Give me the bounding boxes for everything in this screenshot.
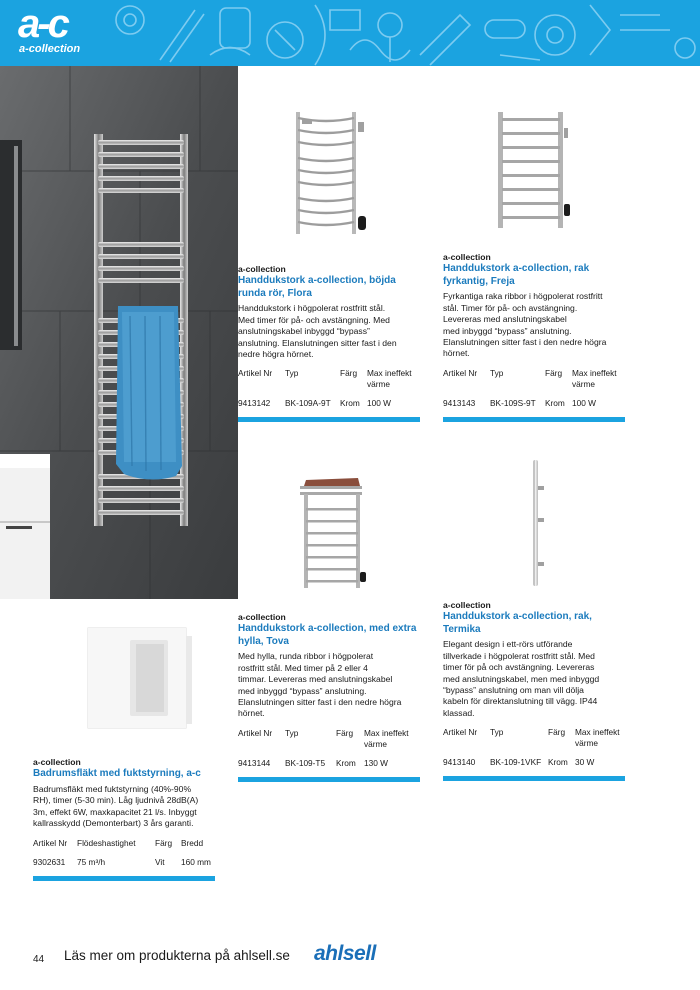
product-brand: a-collection [238, 612, 286, 622]
tools-doodle-pattern [100, 0, 700, 66]
spec-table [443, 368, 625, 409]
spec-table [238, 728, 420, 769]
product-brand: a-collection [33, 757, 81, 767]
footer-text: Läs mer om produkterna på ahlsell.se [64, 948, 290, 963]
tova-towel-rail-image [292, 474, 372, 592]
product-description: Handdukstork i högpolerat rostfritt stål. Med timer för på- och avstängning. Med anslutningskabel inbyggd “bypass” anslutning. Elanslutningen sitter fast i den nedre högra hörnet. [238, 303, 397, 360]
product-tova [238, 612, 420, 782]
product-divider-bar [238, 417, 420, 422]
product-title: Badrumsfläkt med fuktstyrning, a-c [33, 768, 201, 780]
product-divider-bar [238, 777, 420, 782]
spec-value: 160 mm [181, 856, 211, 867]
spec-header: Artikel Nr [238, 727, 273, 738]
spec-value: 75 m³/h [77, 856, 106, 867]
spec-value: BK-109S-9T [490, 397, 536, 408]
spec-value: 100 W [367, 398, 391, 409]
spec-table [443, 727, 625, 768]
page-number: 44 [33, 954, 45, 965]
header-banner [0, 0, 700, 66]
spec-header: Max ineffekt värme [575, 727, 620, 749]
spec-header: Typ [285, 727, 299, 738]
spec-header: Färg [336, 727, 354, 738]
product-brand: a-collection [443, 600, 491, 610]
spec-value: Vit [155, 856, 165, 867]
spec-value: BK-109A-9T [285, 398, 331, 409]
spec-value: 30 W [575, 757, 595, 768]
spec-value: 9413140 [443, 757, 476, 768]
product-description: Fyrkantiga raka ribbor i högpolerat rostfritt stål. Timer för på- och avstängning. Levereras med anslutningskabel med inbyggd “bypass” anslutning. Elanslutningen sitter fast i den nedre högra hörnet. [443, 291, 607, 359]
spec-header: Färg [340, 368, 358, 379]
product-title: Handdukstork a-collection, böjda runda rör, Flora [238, 275, 396, 299]
product-title: Handdukstork a-collection, rak, Termika [443, 611, 592, 635]
product-divider-bar [33, 876, 215, 881]
a-collection-logo-subtitle: a-collection [19, 43, 81, 55]
product-divider-bar [443, 417, 625, 422]
spec-header: Färg [548, 727, 566, 738]
spec-value: 9413144 [238, 757, 271, 768]
ahlsell-logo: ahlsell [314, 942, 376, 965]
product-bathroom-fan [33, 757, 215, 881]
spec-header: Max ineffekt värme [572, 367, 617, 389]
spec-header: Artikel Nr [443, 367, 478, 378]
flora-towel-rail-image [290, 108, 370, 238]
bathroom-fan-image [30, 620, 215, 745]
product-freja [443, 252, 625, 422]
product-divider-bar [443, 776, 625, 781]
spec-value: 130 W [364, 757, 388, 768]
product-title: Handdukstork a-collection, rak fyrkantig, Freja [443, 263, 590, 287]
spec-header: Typ [285, 368, 299, 379]
spec-value: Krom [545, 397, 565, 408]
spec-value: Krom [548, 757, 568, 768]
product-title: Handdukstork a-collection, med extra hylla, Tova [238, 623, 417, 647]
product-flora [238, 264, 420, 422]
spec-header: Artikel Nr [33, 837, 68, 848]
spec-table [33, 838, 215, 868]
spec-header: Färg [545, 367, 563, 378]
spec-header: Bredd [181, 837, 204, 848]
spec-value: 9413143 [443, 397, 476, 408]
spec-header: Typ [490, 727, 504, 738]
spec-header: Max ineffekt värme [364, 727, 409, 749]
spec-header: Flödeshastighet [77, 837, 136, 848]
spec-header: Artikel Nr [238, 368, 273, 379]
product-brand: a-collection [443, 252, 491, 262]
termika-towel-rail-image [526, 458, 550, 588]
spec-header: Max ineffekt värme [367, 368, 412, 390]
spec-value: BK-109-1VKF [490, 757, 542, 768]
spec-value: BK-109-T5 [285, 757, 326, 768]
spec-header: Artikel Nr [443, 727, 478, 738]
product-brand: a-collection [238, 264, 286, 274]
spec-value: 9413142 [238, 398, 271, 409]
freja-towel-rail-image [494, 108, 574, 232]
product-termika [443, 600, 625, 781]
product-description: Badrumsfläkt med fuktstyrning (40%-90% RH), timer (5-30 min). Låg ljudnivå 28dB(A) 3m, effekt 6W, maxkapacitet 21 l/s. Inbyggt kallrasskydd (Demonterbart) 3 års garanti. [33, 783, 199, 829]
spec-value: Krom [336, 757, 356, 768]
a-collection-logo: a-c [18, 2, 67, 46]
spec-header: Typ [490, 367, 504, 378]
product-description: Med hylla, runda ribbor i högpolerat rostfritt stål. Med timer på 2 eller 4 timmar. Levereras med anslutningskabel med inbyggd “bypass” anslutning. Elanslutningen sitter fast i den nedre högra hörnet. [238, 651, 402, 719]
spec-value: Krom [340, 398, 360, 409]
product-description: Elegant design i ett-rörs utförande tillverkade i högpolerat rostfritt stål. Med timer för på och avstängning. Levereras med anslutningskabel, men med inbyggd “bypass” anslutning om man vill dölja kabeln för direktanslutning till vägg. IP44 klassad. [443, 639, 600, 718]
spec-value: 100 W [572, 397, 596, 408]
bathroom-towel-rail-photo [0, 66, 238, 599]
spec-header: Färg [155, 837, 173, 848]
spec-table [238, 368, 420, 409]
spec-value: 9302631 [33, 856, 66, 867]
